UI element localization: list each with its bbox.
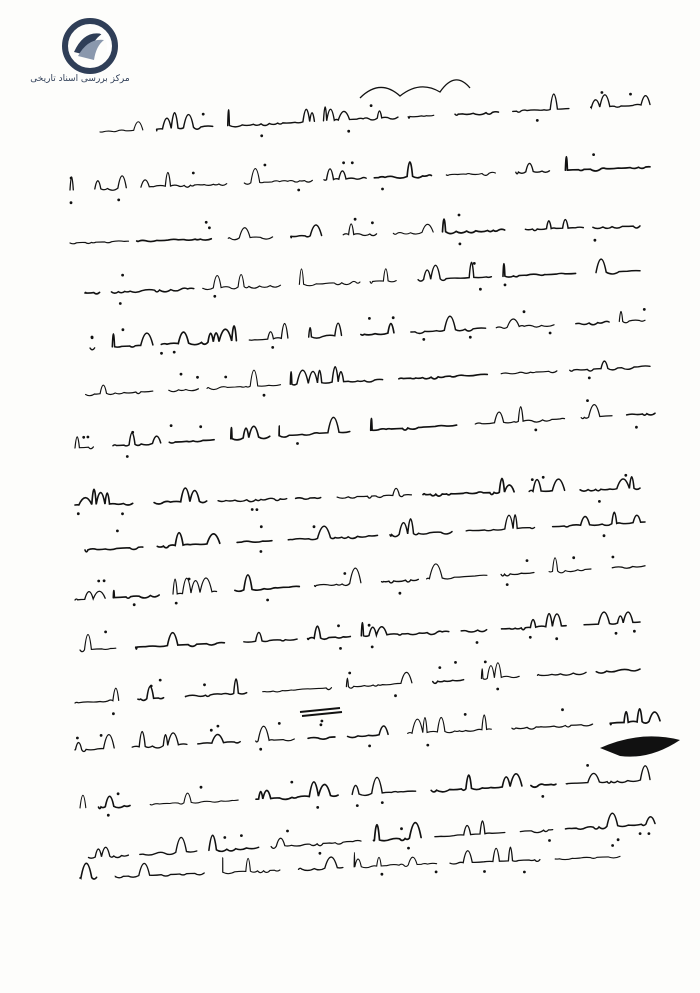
handwritten-word [399,374,488,379]
ink-blot [600,736,680,756]
handwritten-word [299,269,360,286]
ink-dot [290,781,293,784]
handwritten-word [136,633,225,649]
ink-dot [639,832,642,835]
handwritten-line [75,474,640,515]
handwritten-word [138,686,164,700]
handwritten-word [619,311,645,322]
ink-dot [643,308,646,311]
handwritten-line [70,214,640,246]
handwritten-word [150,793,238,805]
handwritten-word [113,433,161,446]
ink-dot [400,827,403,830]
handwritten-word [99,796,131,808]
ink-dot [271,346,274,349]
handwritten-word [520,830,552,833]
handwritten-line [85,512,645,553]
handwritten-word [308,626,351,639]
handwritten-word [591,95,650,108]
handwritten-word [209,835,259,851]
ink-dot [223,836,226,839]
handwritten-line [86,361,650,396]
handwritten-word [496,319,554,328]
handwritten-word [513,94,569,112]
handwritten-word [348,726,389,738]
ink-dot [484,661,487,664]
strikethrough-mark [300,708,342,716]
ink-dot [459,243,462,246]
handwritten-word [390,519,452,537]
ink-dot [483,870,486,873]
ink-dot [473,262,476,265]
ink-dot [70,201,73,204]
ink-dot [342,161,345,164]
handwritten-word [256,782,338,799]
ink-dot [343,572,346,575]
handwritten-line [100,91,650,137]
ink-dot [458,214,461,217]
handwritten-word [80,635,116,652]
ink-dot [173,351,176,354]
handwritten-word [455,112,499,116]
ink-dot [213,295,216,298]
ink-dot [320,723,323,726]
handwritten-line [75,661,640,716]
handwritten-word [235,575,299,591]
ink-dot [479,288,482,291]
handwritten-word [308,737,335,739]
handwritten-line [75,556,645,607]
ink-dot [203,683,206,686]
ink-dot [407,847,410,850]
ink-dot [586,399,589,402]
ink-dot [97,580,100,583]
ink-dot [356,804,359,807]
handwritten-word [228,228,272,240]
ink-dot [297,189,300,192]
ink-dot [260,550,263,553]
handwritten-word [538,672,587,675]
handwritten-word [549,558,591,573]
handwritten-word [86,385,153,396]
ink-dot [541,795,544,798]
handwritten-word [80,863,97,879]
handwritten-word [408,115,434,118]
handwritten-word [263,688,332,692]
ink-dot [339,647,342,650]
ink-dot [266,599,269,602]
handwritten-word [279,417,350,437]
handwritten-word [113,591,159,599]
ink-dot [504,284,507,287]
handwritten-word [408,715,492,733]
ink-dot [592,153,595,156]
handwritten-word [203,275,281,290]
ink-dot [371,646,374,649]
handwritten-word [371,418,457,430]
ink-dot [256,508,259,511]
handwritten-word [207,370,281,389]
handwritten-word [531,784,556,787]
ink-dot [103,579,106,582]
ink-dot [648,832,651,835]
ink-dot [131,431,134,434]
ink-dot [82,436,85,439]
ink-dot [159,679,162,682]
ink-dot [205,221,208,224]
handwritten-word [161,326,236,345]
ink-dot [180,373,183,376]
handwritten-word [382,579,419,583]
handwritten-word [393,224,433,234]
handwritten-word [169,440,214,443]
handwritten-word [446,172,495,175]
ink-dot [601,91,604,94]
handwritten-word [89,847,129,858]
ink-dot [240,834,243,837]
ink-dot [119,302,122,305]
handwritten-word [435,821,505,837]
handwritten-word [346,672,412,688]
ink-dot [337,624,340,627]
ink-dot [76,737,79,740]
handwritten-word [427,564,487,579]
handwritten-word [115,863,204,877]
ink-dot [438,666,441,669]
handwritten-word [95,176,127,190]
ink-dot [381,873,384,876]
ink-dot [611,844,614,847]
handwritten-word [231,426,270,440]
ink-dot [202,113,205,116]
ink-dot [224,376,227,379]
handwritten-word [140,837,197,855]
handwritten-word [581,405,612,419]
ink-dot [381,188,384,191]
handwritten-word [299,857,343,870]
ink-dot [296,442,299,445]
handwritten-word [75,437,93,449]
handwritten-word [198,734,240,743]
handwritten-word [423,478,514,496]
ink-dot [286,830,289,833]
handwritten-word [352,777,415,795]
handwritten-word [443,219,505,234]
handwritten-word [337,488,411,498]
handwritten-word [249,324,288,341]
handwritten-word [111,288,193,293]
handwritten-line [80,764,650,817]
ink-dot [506,583,509,586]
handwritten-word [244,169,312,185]
ink-dot [107,814,110,817]
handwritten-word [516,163,550,173]
ink-dot [121,512,124,515]
ink-dot [188,578,191,581]
ink-dot [476,641,479,644]
ink-dot [200,786,203,789]
handwritten-line [90,308,646,355]
ink-dot [199,425,202,428]
ink-dot [104,631,107,634]
handwritten-word [570,361,650,371]
ink-dot [586,764,589,767]
ink-dot [321,720,324,723]
handwritten-word [315,568,361,586]
ink-dot [523,871,526,874]
ink-dot [526,559,529,562]
handwritten-word [90,348,95,350]
ink-dot [77,512,80,515]
ink-dot [370,104,373,107]
ink-dot [588,377,591,380]
handwritten-word [70,241,129,244]
ink-dot [313,525,316,528]
handwritten-word [324,169,366,180]
handwritten-word [169,389,199,392]
handwritten-word [100,122,143,132]
ink-dot [536,119,539,122]
ink-dot [175,602,178,605]
ink-dot [117,199,120,202]
ink-dot [260,134,263,137]
handwritten-word [525,220,583,231]
ink-dot [523,310,526,313]
handwritten-word [374,823,422,841]
handwritten-word [501,573,534,576]
ink-dot [624,474,627,477]
ink-dot [70,177,73,180]
handwritten-word [244,633,297,643]
handwritten-word [157,113,213,131]
ink-dot [629,93,632,96]
handwritten-word [503,264,576,277]
handwritten-word [324,107,399,121]
handwritten-word [466,515,534,531]
ink-dot [217,725,220,728]
handwritten-word [271,838,361,848]
ink-dot [635,426,638,429]
ink-dot [542,476,545,479]
ink-dot [251,508,254,511]
handwritten-word [431,774,522,792]
handwritten-word [593,226,640,229]
ink-dot [192,172,195,175]
ink-dot [435,871,438,874]
handwritten-word [502,614,567,630]
ink-dot [316,806,319,809]
ink-dot [426,744,429,747]
ink-dot [319,852,322,855]
ink-dot [534,429,537,432]
ink-dot [210,729,213,732]
handwritten-word [354,852,437,867]
handwritten-word [418,262,491,281]
ink-dot [117,792,120,795]
handwritten-word [80,795,86,808]
ink-dot [594,239,597,242]
handwritten-word [141,172,227,187]
interlinear-annotation [360,80,470,98]
handwritten-word [112,333,153,347]
handwritten-word [627,413,655,415]
handwritten-word [288,526,377,540]
ink-dot [116,530,119,533]
handwritten-word [553,512,645,527]
ink-dot [561,708,564,711]
handwritten-word [596,669,640,673]
handwritten-word [185,679,246,697]
ink-dot [392,316,395,319]
handwritten-word [296,498,321,500]
ink-dot [555,637,558,640]
handwritten-word [566,766,650,784]
ink-dot [347,130,350,133]
ink-dot [122,328,125,331]
ink-dot [126,455,129,458]
ink-dot [160,352,163,355]
ink-dot [381,801,384,804]
handwritten-word [361,623,449,637]
ink-dot [354,218,357,221]
handwritten-word [612,566,645,568]
handwritten-word [475,407,564,424]
handwritten-word [529,479,564,491]
handwritten-word [290,367,382,385]
ink-dot [348,672,351,675]
handwritten-word [461,630,487,632]
handwritten-line [80,612,640,652]
handwritten-word [228,109,315,127]
ink-dot [371,221,374,224]
handwritten-word [154,488,207,504]
handwritten-line [70,153,650,204]
handwritten-word [173,578,217,594]
handwritten-line [85,259,640,305]
ink-dot [549,332,552,335]
handwritten-word [75,688,119,703]
handwritten-word [75,735,114,752]
handwritten-word [85,547,143,552]
handwritten-word [555,856,620,859]
handwritten-line [80,838,620,879]
ink-dot [208,226,211,229]
ink-dot [87,436,90,439]
handwritten-word [370,269,396,283]
ink-dot [612,556,615,559]
handwritten-word [75,591,105,600]
ink-dot [603,534,606,537]
handwritten-word [566,813,656,829]
handwritten-word [576,321,609,324]
ink-dot [598,500,601,503]
ink-dot [100,734,103,737]
ink-dot [454,661,457,664]
handwritten-word [512,724,593,729]
handwritten-word [137,239,212,242]
handwritten-word [501,371,557,374]
handwritten-word [218,498,287,501]
handwritten-word [223,858,280,874]
handwritten-word [361,324,394,336]
ink-dot [170,424,173,427]
ink-dot [572,556,575,559]
handwritten-line [89,813,656,858]
handwritten-word [309,323,342,338]
archive-caption: مرکز بررسی اسناد تاریخی [30,74,130,84]
handwritten-word [237,541,272,543]
handwritten-word [291,225,322,238]
ink-dot [91,336,94,339]
handwritten-word [256,726,295,742]
handwritten-word [132,732,187,748]
handwritten-word [450,847,540,864]
handwritten-word [610,709,660,725]
handwritten-word [411,316,486,333]
ink-dot [133,603,136,606]
ink-dot [121,274,124,277]
handwritten-word [374,162,431,178]
handwritten-word [596,259,640,274]
ink-dot [469,336,472,339]
ink-dot [264,164,267,167]
ink-dot [617,838,620,841]
ink-dot [263,394,266,397]
ink-dot [368,624,371,627]
ink-dot [351,161,354,164]
ink-dot [531,478,534,481]
ink-dot [529,636,532,639]
ink-dot [464,713,467,716]
handwritten-word [580,477,640,491]
ink-dot [259,748,262,751]
ink-dot [260,525,263,528]
ink-dot [422,338,425,341]
ink-dot [368,745,371,748]
ink-dot [112,712,115,715]
ink-dot [633,630,636,633]
ink-dot [368,317,371,320]
handwritten-word [343,224,376,236]
ink-dot [615,632,618,635]
handwritten-line [75,708,660,751]
handwritten-word [75,489,133,505]
handwritten-word [157,533,220,548]
ink-dot [548,839,551,842]
ink-dot [496,688,499,691]
ink-dot [196,376,199,379]
handwritten-word [85,292,100,293]
ink-dot [150,685,153,688]
handwritten-word [565,157,650,171]
handwritten-line [75,399,655,458]
handwritten-word [481,663,519,679]
ink-dot [394,694,397,697]
handwritten-word [584,612,640,625]
handwritten-word [433,680,464,684]
ink-dot [278,722,281,725]
ink-dot [399,592,402,595]
